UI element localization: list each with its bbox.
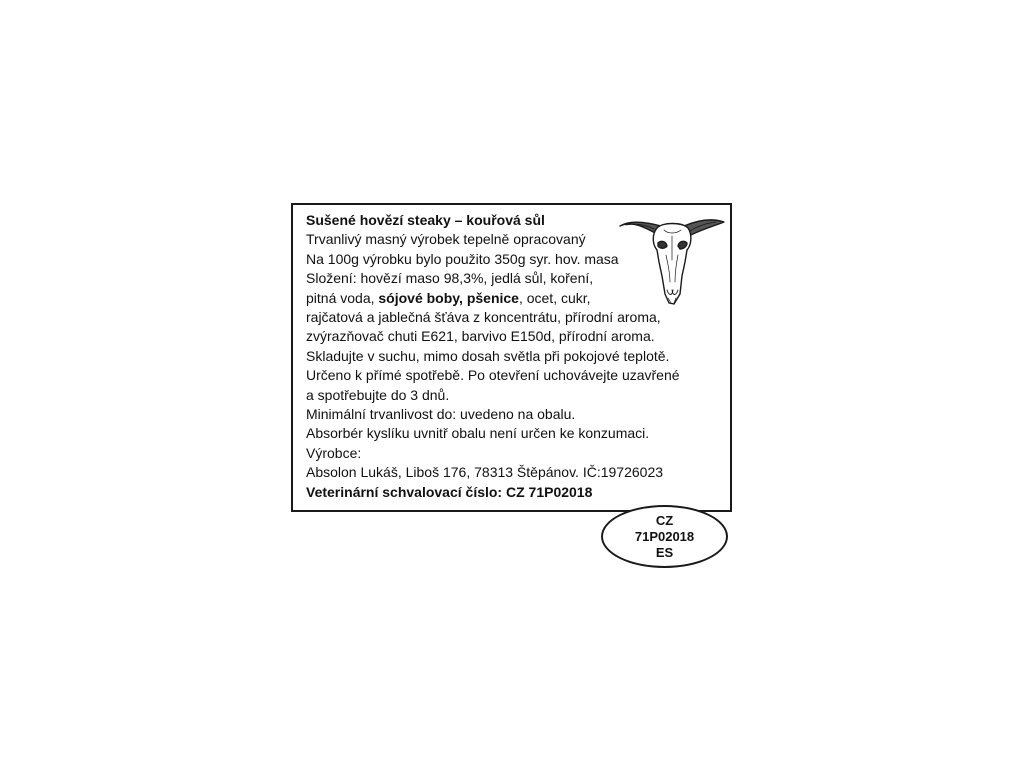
vet-approval-number: Veterinární schvalovací číslo: CZ 71P02018 — [306, 483, 593, 500]
composition-line-4: zvýrazňovač chuti E621, barvivo E150d, přírodní aroma. — [306, 328, 655, 345]
producer-heading: Výrobce: — [306, 444, 362, 461]
consumption-line-2: a spotřebujte do 3 dnů. — [306, 386, 450, 403]
consumption-line-1: Určeno k přímé spotřebě. Po otevření uchovávejte uzavřené — [306, 367, 680, 384]
product-type: Trvanlivý masný výrobek tepelně opracovaný — [306, 231, 586, 248]
meat-content: Na 100g výrobku bylo použito 350g syr. hov. masa — [306, 250, 619, 267]
stamp-number: 71P02018 — [634, 528, 695, 544]
producer-address: Absolon Lukáš, Liboš 176, 78313 Štěpánov. IČ:19726023 — [306, 464, 664, 481]
composition-line-1: Složení: hovězí maso 98,3%, jedlá sůl, koření, — [306, 270, 594, 287]
stamp-country: CZ — [655, 512, 674, 528]
allergens: sójové boby, pšenice — [378, 289, 519, 306]
absorber-warning: Absorbér kyslíku uvnitř obalu není určen ke konzumaci. — [306, 425, 650, 442]
shelf-life: Minimální trvanlivost do: uvedeno na obalu. — [306, 406, 576, 423]
composition-line-3: rajčatová a jablečná šťáva z koncentrátu, přírodní aroma, — [306, 309, 661, 326]
bull-skull-icon — [616, 210, 726, 306]
composition-post: , ocet, cukr, — [518, 289, 591, 306]
storage-instructions: Skladujte v suchu, mimo dosah světla při pokojové teplotě. — [306, 347, 670, 364]
vet-oval-stamp — [601, 505, 728, 568]
stamp-region: ES — [655, 544, 674, 560]
product-label — [291, 203, 732, 512]
composition-pre: pitná voda, — [306, 289, 379, 306]
product-title: Sušené hovězí steaky – kouřová sůl — [306, 212, 545, 228]
